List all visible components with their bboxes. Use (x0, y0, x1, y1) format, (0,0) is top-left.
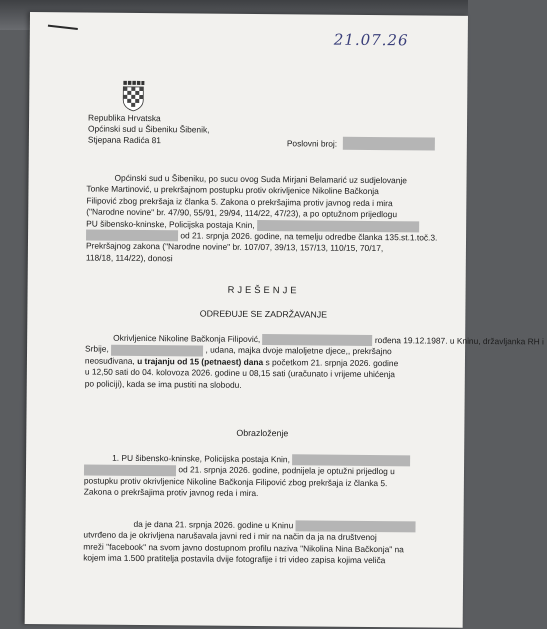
text-span: od 21. srpnja 2026. godine, na temelju odredbe članka 135.st.1.toč.3. (180, 230, 438, 243)
text-line: kojem ima 1.500 pratitelja postavila dvije fotografije i tri video zapisa kojima veliča (83, 552, 386, 566)
redaction-box (292, 455, 410, 467)
pen-mark (48, 25, 78, 30)
text-span: rođena 19.12.1987. u Kninu, državljanka RH i (374, 335, 544, 347)
text-line: Zakona o prekršajima protiv javnog reda i mira. (83, 486, 259, 499)
text-span: 1. PU šibensko-kninske, Policijska postaja Knin, (112, 452, 290, 465)
court-header (88, 113, 210, 147)
ruling-heading: ODREĐUJE SE ZADRŽAVANJE (199, 308, 328, 320)
text-line: utvrđeno da je okrivljena narušavala javni red i mir na način da ja na društvenoj (83, 529, 377, 543)
decision-paragraph (84, 332, 544, 392)
text-line: Tonke Martinović, u prekršajnom postupku protiv okrivljenice Nikoline Bačkonja (86, 183, 379, 197)
text-span: , udana, majka dvoje maloljetne djece,, prekršajno (205, 344, 392, 357)
text-span: da je dana 21. srpnja 2026. godine u Kninu (133, 518, 294, 531)
org-line: Republika Hrvatska (88, 112, 161, 124)
text-line: ("Narodne novine" br. 47/90, 55/91, 29/94, 114/22, 47/23), a po optužnom prijedlogu (86, 206, 398, 220)
text-line: u 12,50 sati do 04. kolovoza 2026. godine u 08,15 sati (uračunato i vrijeme uhićenja (84, 366, 395, 380)
reasoning-paragraph-2 (83, 518, 439, 567)
document-page (25, 12, 544, 628)
text-span: neosuđivana, (84, 355, 138, 366)
text-line: Prekršajnog zakona ("Narodne novine" br. 107/07, 39/13, 157/13, 110/15, 70/17, (85, 240, 384, 254)
org-line: Stjepana Radića 81 (87, 134, 162, 146)
text-span: Okrivljenice Nikoline Bačkonja Filipović, (113, 332, 261, 345)
intro-paragraph (86, 173, 443, 267)
case-number-label: Poslovni broj: (286, 137, 338, 149)
redaction-box (84, 464, 176, 476)
redaction-box (296, 521, 416, 533)
text-span: s početkom 21. srpnja 2026. godine (263, 356, 399, 369)
text-span: PU šibensko-kninske, Policijska postaja Knin, (86, 218, 255, 230)
text-span: od 21. srpnja 2026. godine, podnijela je optužni prijedlog u (178, 464, 395, 477)
redaction-box (343, 137, 435, 151)
text-line: postupku protiv okrivljenice Nikoline Bačkonja Filipović zbog prekršaja iz članka 5. (83, 475, 388, 488)
duration-text: u trajanju od 15 (petnaest) dana (137, 355, 264, 367)
org-line: Općinski sud u Šibeniku Šibenik, (87, 123, 210, 135)
decision-title: RJEŠENJE (227, 283, 300, 296)
text-line: Filipović zbog prekršaja iz članka 5. Zakona o prekršajima protiv javnog reda i mira (86, 195, 393, 208)
text-line: 118/18, 114/22), donosi (85, 252, 173, 264)
coat-of-arms-icon (121, 81, 145, 111)
handwritten-date: 21.07.26 (333, 30, 409, 50)
reasoning-paragraph-1 (84, 452, 440, 501)
redaction-box (263, 334, 373, 346)
redaction-box (86, 230, 178, 242)
text-span: Srbije, (85, 343, 109, 355)
text-line: Općinski sud u Šibeniku, po sucu ovog Suda Mirjani Belamarić uz sudjelovanje (114, 172, 407, 186)
redaction-box (111, 344, 203, 356)
text-line: po policiji), kada se ima pustiti na slobodu. (84, 378, 242, 390)
text-line: mreži "facebook" na svom javno dostupnom profilu naziva "Nikolina Nina Bačkonja" na (83, 541, 404, 555)
reasoning-heading: Obrazloženje (236, 427, 289, 439)
case-number (287, 136, 435, 150)
